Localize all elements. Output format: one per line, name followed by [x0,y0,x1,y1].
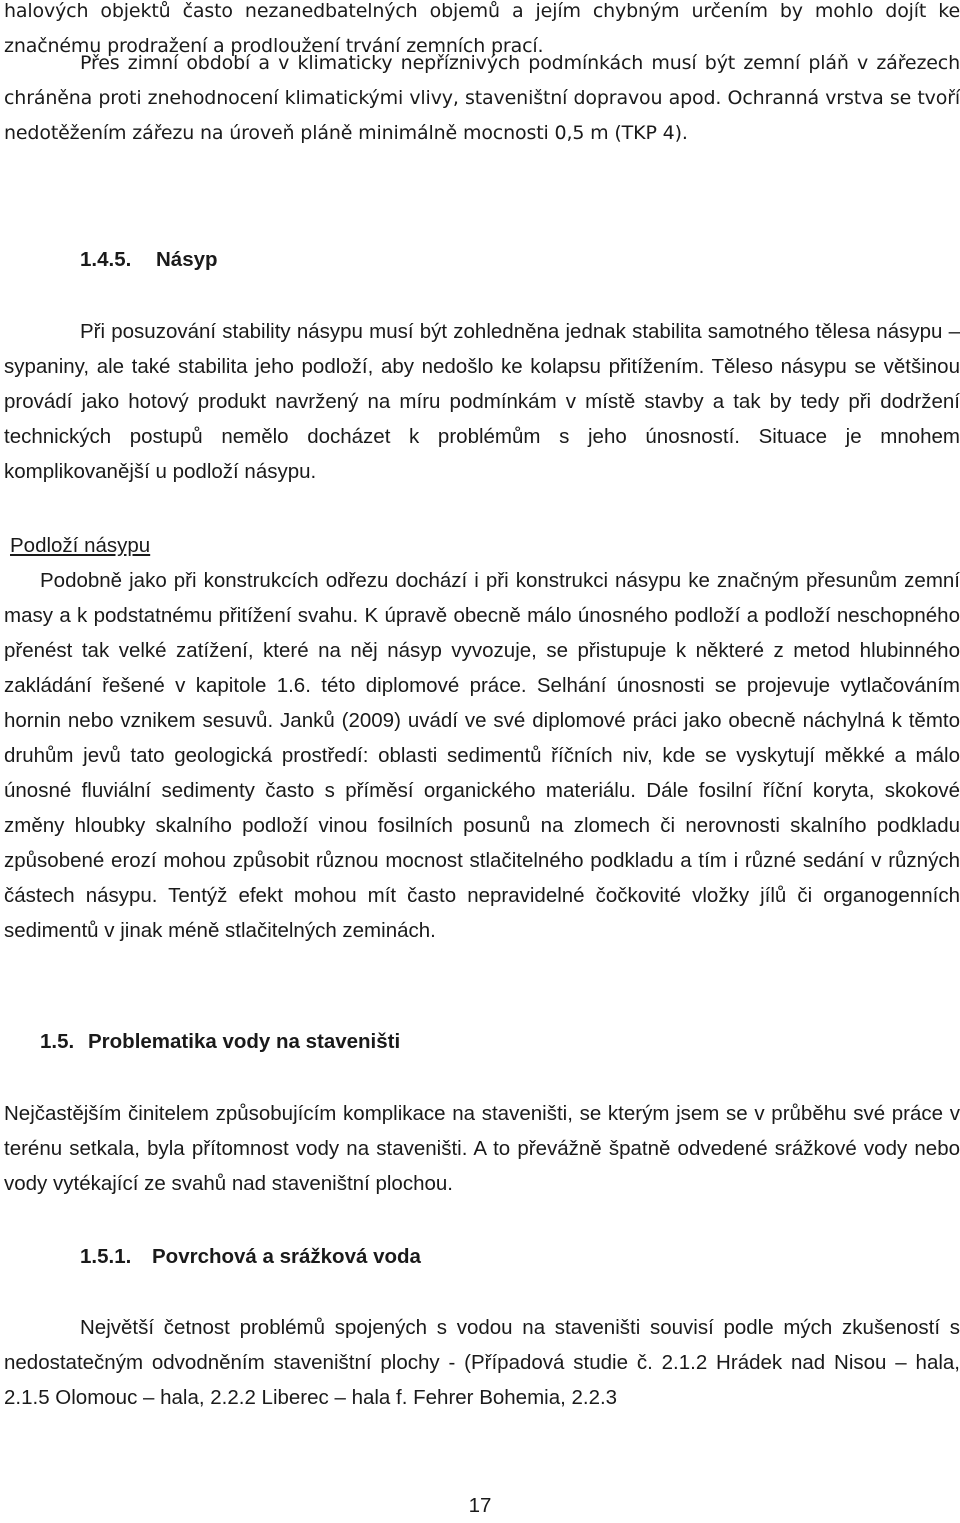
heading-1-5 [40,1024,400,1059]
heading-title: Problematika vody na staveništi [88,1030,401,1053]
heading-title: Násyp [156,248,218,271]
paragraph-embankment-stability: Při posuzování stability násypu musí být zohledněna jednak stabilita samotného tělesa násypu – sypaniny, ale také stabilita jeho podloží, aby nedošlo ke kolapsu přitížením. Těleso násypu se většinou provádí jako hotový produkt navržený na míru podmínkám v místě stavby a tak by tedy při dodržení technických postupů nemělo docházet k problémům s jeho únosností. Situace je mnohem komplikovanější u podloží násypu. [4,320,960,483]
paragraph-winter-protection: Přes zimní období a v klimaticky nepříznivých podmínkách musí být zemní pláň v zářezech chráněna proti znehodnocení klimatickými vlivy, staveništní dopravou apod. Ochranná vrstva se tvoří nedotěžením zářezu na úroveň pláně minimálně mocnosti 0,5 m (TKP 4). [4,52,960,144]
paragraph-surface-water: Největší četnost problémů spojených s vodou na staveništi souvisí podle mých zkušeností s nedostatečným odvodněním staveništní plochy - (Případová studie č. 2.1.2 Hrádek nad Nisou – hala, 2.1.5 Olomouc – hala, 2.2.2 Liberec – hala f. Fehrer Bohemia, 2.2.3 [4,1316,960,1409]
heading-1-4-5 [80,242,218,277]
paragraph-subsoil: Podobně jako při konstrukcích odřezu dochází i při konstrukci násypu ke značným přesunům zemní masy a k podstatnému přitížení svahu. K úpravě obecně málo únosného podloží a podloží neschopného přenést tak velké zatížení, které na něj násyp vyvozuje, se přistupuje k některé z metod hlubinného zakládání řešené v kapitole 1.6. této diplomové práce. Selhání únosnosti se projevuje vytlačováním hornin nebo vznikem sesuvů. Janků (2009) uvádí ve své diplomové práci jako obecně náchylná k těmto druhům jevů tato geologická prostředí: oblasti sedimentů říčních niv, kde se vyskytují měkké a málo únosné fluviální sedimenty často s příměsí organického materiálu. Dále fosilní říční koryta, skokové změny hloubky skalního podloží vinou fosilních posunů na zlomech či nerovnosti skalního podkladu způsobené erozí mohou způsobit různou mocnost stlačitelného podkladu a tím i různé sedání v různých částech násypu. Tentýž efekt mohou mít často nepravidelné čočkovité vložky jílů či organogenních sedimentů v jinak méně stlačitelných zeminách. [4,569,960,942]
heading-number: 1.4.5. [80,248,132,271]
subheading-podlozi-nasypu: Podloží násypu [10,534,151,557]
heading-number: 1.5. [40,1030,75,1053]
heading-1-5-1 [80,1239,421,1274]
heading-number: 1.5.1. [80,1245,132,1268]
paragraph-water: Nejčastějším činitelem způsobujícím komplikace na staveništi, se kterým jsem se v průběhu své práce v terénu setkala, byla přítomnost vody na staveništi. A to převážně špatně odvedené srážkové vody nebo vody vytékající ze svahů nad staveništní plochou. [4,1102,960,1195]
paragraph-continued: halových objektů často nezanedbatelných objemů a jejím chybným určením by mohlo dojít ke značnému prodražení a prodloužení trvání zemních prací. [4,0,960,57]
heading-title: Povrchová a srážková voda [152,1245,421,1268]
page-number: 17 [468,1494,492,1517]
